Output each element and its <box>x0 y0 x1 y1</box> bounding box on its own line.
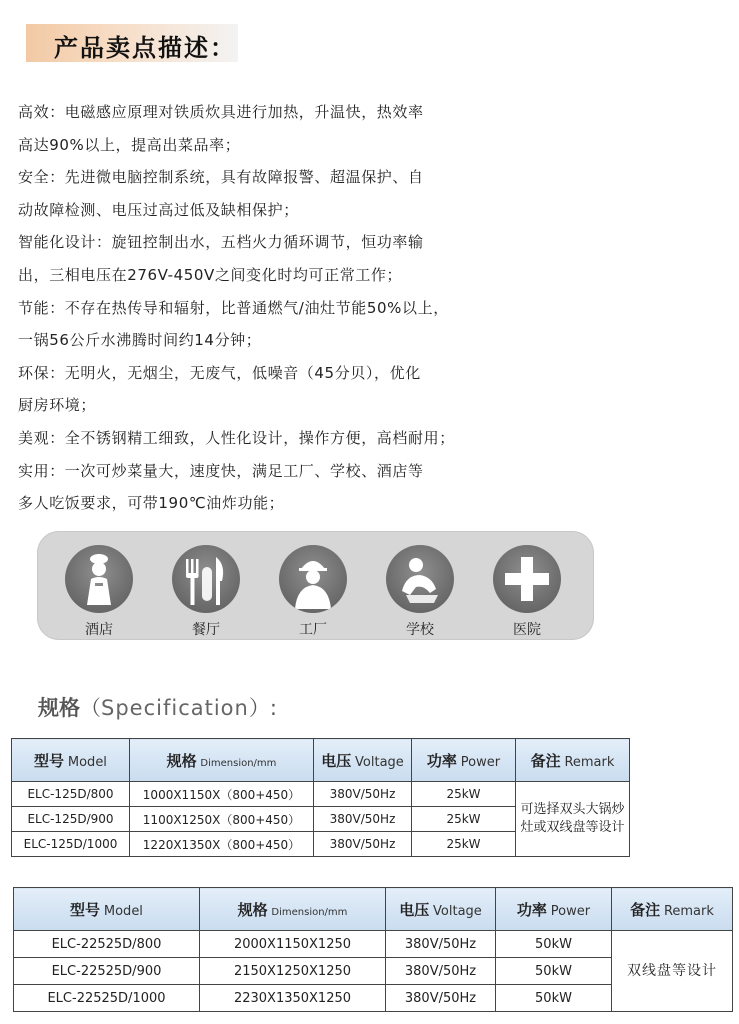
application-label: 学校 <box>406 622 434 638</box>
application-restaurant <box>166 545 246 639</box>
header-model: 型号 Model <box>14 888 200 931</box>
application-label: 酒店 <box>85 622 113 638</box>
header-voltage: 电压 Voltage <box>314 739 412 782</box>
worker-icon <box>279 545 347 613</box>
cell-voltage: 380V/50Hz <box>386 931 496 958</box>
cell-power: 50kW <box>496 931 612 958</box>
application-factory <box>273 545 353 639</box>
specification-heading <box>38 692 277 722</box>
cell-remark: 双线盘等设计 <box>612 931 733 1012</box>
description-line: 实用：一次可炒菜量大，速度快，满足工厂、学校、酒店等 <box>18 461 424 480</box>
description-line: 节能：不存在热传导和辐射，比普通燃气/油灶节能50%以上， <box>18 298 449 317</box>
description-line: 智能化设计：旋钮控制出水，五档火力循环调节，恒功率输 <box>18 233 424 252</box>
cell-power: 50kW <box>496 985 612 1012</box>
cell-model: ELC-125D/1000 <box>12 832 130 857</box>
header-voltage: 电压 Voltage <box>386 888 496 931</box>
fork-knife-icon <box>172 545 240 613</box>
table-header-row <box>12 739 630 782</box>
spec-table-22525 <box>13 887 733 1012</box>
description-line: 安全：先进微电脑控制系统，具有故障报警、超温保护、自 <box>18 168 424 187</box>
header-dimension: 规格 Dimension/mm <box>200 888 386 931</box>
student-icon <box>386 545 454 613</box>
spec-table-125 <box>11 738 630 857</box>
header-power: 功率 Power <box>412 739 516 782</box>
description-line: 动故障检测、电压过高过低及缺相保护； <box>18 200 299 219</box>
cell-power: 25kW <box>412 832 516 857</box>
table-row <box>14 931 733 958</box>
description-line: 环保：无明火，无烟尘，无废气，低噪音（45分贝），优化 <box>18 363 421 382</box>
application-label: 工厂 <box>299 622 327 638</box>
page-title: 产品卖点描述： <box>54 34 236 62</box>
cell-remark: 可选择双头大锅炒灶或双线盘等设计 <box>516 782 630 857</box>
cell-voltage: 380V/50Hz <box>386 985 496 1012</box>
application-label: 医院 <box>513 622 541 638</box>
cell-dimension: 2150X1250X1250 <box>200 958 386 985</box>
description-line: 厨房环境； <box>18 396 97 415</box>
description-line: 一锅56公斤水沸腾时间约14分钟； <box>18 331 262 350</box>
specification-heading-open: （ <box>80 696 101 720</box>
table-header-row <box>14 888 733 931</box>
description-line: 美观：全不锈钢精工细致，人性化设计，操作方便，高档耐用； <box>18 428 455 447</box>
header-power: 功率 Power <box>496 888 612 931</box>
selling-points-description <box>18 96 538 520</box>
cell-dimension: 1000X1150X（800+450） <box>130 782 314 807</box>
cell-power: 25kW <box>412 807 516 832</box>
cell-model: ELC-125D/900 <box>12 807 130 832</box>
header-model: 型号 Model <box>12 739 130 782</box>
cell-dimension: 1220X1350X（800+450） <box>130 832 314 857</box>
header-dimension: 规格 Dimension/mm <box>130 739 314 782</box>
application-label: 餐厅 <box>192 622 220 638</box>
description-line: 出，三相电压在276V-450V之间变化时均可正常工作； <box>18 265 403 284</box>
cell-voltage: 380V/50Hz <box>386 958 496 985</box>
specification-heading-close: ）: <box>248 696 277 720</box>
table-row <box>12 782 630 807</box>
specification-heading-zh: 规格 <box>38 696 80 720</box>
cell-model: ELC-22525D/800 <box>14 931 200 958</box>
medical-cross-icon <box>493 545 561 613</box>
application-hotel <box>59 545 139 639</box>
specification-heading-en: Specification <box>101 696 249 720</box>
description-line: 高达90%以上，提高出菜品率； <box>18 135 241 154</box>
cell-voltage: 380V/50Hz <box>314 807 412 832</box>
cell-power: 25kW <box>412 782 516 807</box>
cell-model: ELC-22525D/900 <box>14 958 200 985</box>
cell-dimension: 1100X1250X（800+450） <box>130 807 314 832</box>
cell-power: 50kW <box>496 958 612 985</box>
cell-dimension: 2000X1150X1250 <box>200 931 386 958</box>
cell-voltage: 380V/50Hz <box>314 782 412 807</box>
header-remark: 备注 Remark <box>516 739 630 782</box>
header-remark: 备注 Remark <box>612 888 733 931</box>
application-school <box>380 545 460 639</box>
cell-model: ELC-125D/800 <box>12 782 130 807</box>
cell-voltage: 380V/50Hz <box>314 832 412 857</box>
cell-dimension: 2230X1350X1250 <box>200 985 386 1012</box>
cell-model: ELC-22525D/1000 <box>14 985 200 1012</box>
application-hospital <box>487 545 567 639</box>
description-line: 多人吃饭要求，可带190℃油炸功能； <box>18 494 285 513</box>
application-icons-band <box>37 531 594 640</box>
description-line: 高效：电磁感应原理对铁质炊具进行加热，升温快，热效率 <box>18 103 424 121</box>
hotel-staff-icon <box>65 545 133 613</box>
